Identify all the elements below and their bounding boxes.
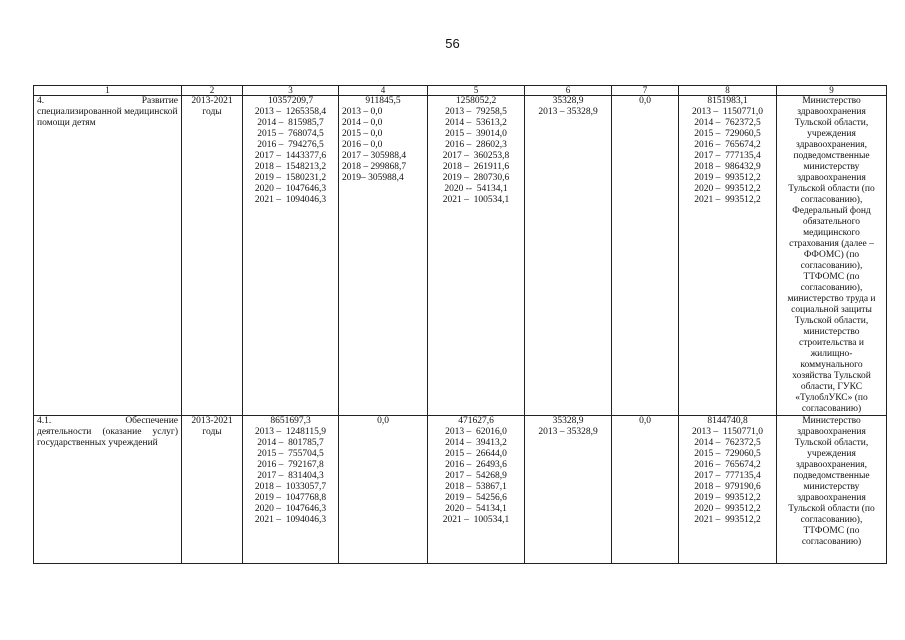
- header-cell: 3: [243, 86, 339, 96]
- federal-funding-cell: [339, 416, 428, 564]
- year-value: 2015 – 39014,0: [445, 129, 507, 139]
- header-cell: 5: [428, 86, 525, 96]
- year-value: 2020 – 993512,2: [694, 504, 761, 514]
- years-list: [682, 427, 773, 526]
- year-value: 2021 – 100534,1: [442, 195, 510, 205]
- total-funding-cell: [243, 96, 339, 416]
- year-value: 2020 – 54134,1: [445, 504, 507, 514]
- header-cell: 1: [34, 86, 182, 96]
- header-cell: 2: [182, 86, 243, 96]
- year-value: 2021 – 993512,2: [694, 195, 761, 205]
- year-value: 2013 – 79258,5: [445, 107, 507, 117]
- total-value: 911845,5: [365, 96, 401, 106]
- year-value: 2021 – 1094046,3: [254, 195, 327, 205]
- year-value: 2013 – 1150771,0: [692, 427, 763, 437]
- year-value: 2014 – 815985,7: [257, 118, 324, 128]
- year-value: 2019 – 280730,6: [442, 173, 510, 183]
- table-row: [34, 96, 887, 416]
- total-funding-cell: [243, 416, 339, 564]
- measure-number: 4.1.: [37, 416, 52, 426]
- year-value: 2017 – 1443377,6: [254, 151, 327, 161]
- years-list: [682, 107, 773, 206]
- year-value: 2014 – 39413,2: [445, 438, 507, 448]
- year-value: 2016 – 26493,6: [445, 460, 507, 470]
- federal-funding-cell: [339, 96, 428, 416]
- year-value: 2016 – 765674,2: [694, 460, 761, 470]
- total-value: 8151983,1: [707, 96, 748, 106]
- year-value: 2015 – 0,0: [342, 129, 383, 139]
- year-value: 2019 – 993512,2: [694, 173, 761, 183]
- total-value: 35328,9: [552, 416, 584, 426]
- year-value: 2017 – 777135,4: [694, 151, 761, 161]
- year-value: 2013 – 35328,9: [538, 107, 598, 117]
- insurance-funding-cell: [679, 96, 777, 416]
- measure-name-cell: [34, 96, 182, 416]
- years-list: [431, 107, 521, 206]
- measure-title-rest: деятельности (оказание услуг) государственных учреждений: [37, 427, 178, 448]
- year-value: 2015 – 26644,0: [445, 449, 507, 459]
- measure-title-rest: специализированной медицинской помощи детям: [37, 107, 178, 128]
- year-value: 2014 – 53613,2: [445, 118, 507, 128]
- year-value: 2019 – 993512,2: [694, 493, 761, 503]
- regional-funding-cell: [428, 416, 525, 564]
- year-value: 2014 – 801785,7: [257, 438, 324, 448]
- insurance-funding-cell: [679, 416, 777, 564]
- years-list: [342, 107, 424, 184]
- year-value: 2015 – 755704,5: [257, 449, 324, 459]
- year-value: 2018 – 979190,6: [694, 482, 761, 492]
- years-list: [528, 427, 608, 438]
- year-value: 2016 – 765674,2: [694, 140, 761, 150]
- period-cell: [182, 96, 243, 416]
- year-value: 2014 – 762372,5: [694, 438, 761, 448]
- regional-funding-cell: [428, 96, 525, 416]
- total-value: 0,0: [639, 96, 651, 106]
- total-value: 1258052,2: [455, 96, 497, 106]
- year-value: 2018 – 261911,6: [442, 162, 510, 172]
- year-value: 2016 – 28602,3: [445, 140, 507, 150]
- year-value: 2015 – 729060,5: [694, 129, 761, 139]
- year-value: 2016 – 794276,5: [257, 140, 324, 150]
- program-table: [33, 85, 887, 564]
- year-value: 2015 – 768074,5: [257, 129, 324, 139]
- total-value: 0,0: [377, 416, 389, 426]
- total-value: 35328,9: [552, 96, 584, 106]
- other-funding-cell: [612, 416, 679, 564]
- year-value: 2018 – 53867,1: [445, 482, 507, 492]
- local-funding-cell: [525, 96, 612, 416]
- table-header-row: [34, 86, 887, 96]
- year-value: 2014 – 762372,5: [694, 118, 761, 128]
- year-value: 2021 – 1094046,3: [254, 515, 327, 525]
- period-label: годы: [202, 427, 222, 437]
- year-value: 2021 – 100534,1: [442, 515, 510, 525]
- header-cell: 4: [339, 86, 428, 96]
- years-list: [431, 427, 521, 526]
- year-value: 2018 – 1033057,7: [254, 482, 327, 492]
- year-value: 2013 – 62016,0: [445, 427, 507, 437]
- year-value: 2018 – 1548213,2: [254, 162, 327, 172]
- years-list: [246, 427, 335, 526]
- year-value: 2016 – 792167,8: [257, 460, 324, 470]
- year-value: 2013 – 1150771,0: [692, 107, 763, 117]
- year-value: 2018 – 986432,9: [694, 162, 761, 172]
- years-list: [246, 107, 335, 206]
- header-cell: 9: [777, 86, 887, 96]
- total-value: 0,0: [639, 416, 651, 426]
- year-value: 2020 – 1047646,3: [254, 184, 327, 194]
- year-value: 2013 – 1248115,9: [255, 427, 326, 437]
- year-value: 2017 – 54268,9: [445, 471, 507, 481]
- period-years: 2013-2021: [191, 416, 233, 426]
- measure-title-first-word: Развитие: [141, 96, 178, 106]
- year-value: 2013 – 1265358,4: [254, 107, 327, 117]
- total-value: 471627,6: [458, 416, 494, 426]
- year-value: 2015 – 729060,5: [694, 449, 761, 459]
- period-label: годы: [202, 107, 222, 117]
- year-value: 2014 – 0,0: [342, 118, 383, 128]
- year-value: 2017 – 360253,8: [442, 151, 510, 161]
- year-value: 2013 – 0,0: [342, 107, 383, 117]
- year-value: 2021 – 993512,2: [694, 515, 761, 525]
- year-value: 2020 -- 54134,1: [444, 184, 508, 194]
- year-value: 2017 – 777135,4: [694, 471, 761, 481]
- year-value: 2017 – 305988,4: [342, 151, 407, 161]
- year-value: 2020 – 1047646,3: [254, 504, 327, 514]
- header-cell: 6: [525, 86, 612, 96]
- year-value: 2019– 305988,4: [342, 173, 404, 183]
- measure-title-first-word: Обеспечение: [125, 416, 178, 426]
- measure-name-cell: [34, 416, 182, 564]
- responsible-cell: Министерство здравоохранения Тульской области, учреждения здравоохранения, подведомственные министерству здравоохранения Тульской области (по согласованию), ТТФОМС (по согласованию): [777, 416, 887, 564]
- year-value: 2019 – 1580231,2: [254, 173, 327, 183]
- local-funding-cell: [525, 416, 612, 564]
- year-value: 2019 – 1047768,8: [254, 493, 327, 503]
- period-years: 2013-2021: [191, 96, 233, 106]
- total-value: 8651697,3: [270, 416, 311, 426]
- header-cell: 8: [679, 86, 777, 96]
- page-number: 56: [445, 36, 460, 51]
- year-value: 2019 – 54256,6: [445, 493, 507, 503]
- year-value: 2020 – 993512,2: [694, 184, 761, 194]
- header-cell: 7: [612, 86, 679, 96]
- period-cell: [182, 416, 243, 564]
- year-value: 2016 – 0,0: [342, 140, 383, 150]
- year-value: 2018 – 299868,7: [342, 162, 407, 172]
- year-value: 2013 – 35328,9: [538, 427, 598, 437]
- responsible-cell: Министерство здравоохранения Тульской области, учреждения здравоохранения, подведомственные министерству здравоохранения Тульской области (по согласованию), Федеральный фонд обязательного медицинского страхования (далее – ФФОМС) (по согласованию), ТТФОМС (по согласованию), министерство труда и социальной защиты Тульской области, министерство строительства и жилищно-коммунального хозяйства Тульской области, ГУКС «ТулоблУКС» (по согласованию): [777, 96, 887, 416]
- total-value: 8144740,8: [707, 416, 748, 426]
- years-list: [528, 107, 608, 118]
- table-row: [34, 416, 887, 564]
- other-funding-cell: [612, 96, 679, 416]
- measure-number: 4.: [37, 96, 45, 106]
- total-value: 10357209,7: [267, 96, 314, 106]
- year-value: 2017 – 831404,3: [257, 471, 324, 481]
